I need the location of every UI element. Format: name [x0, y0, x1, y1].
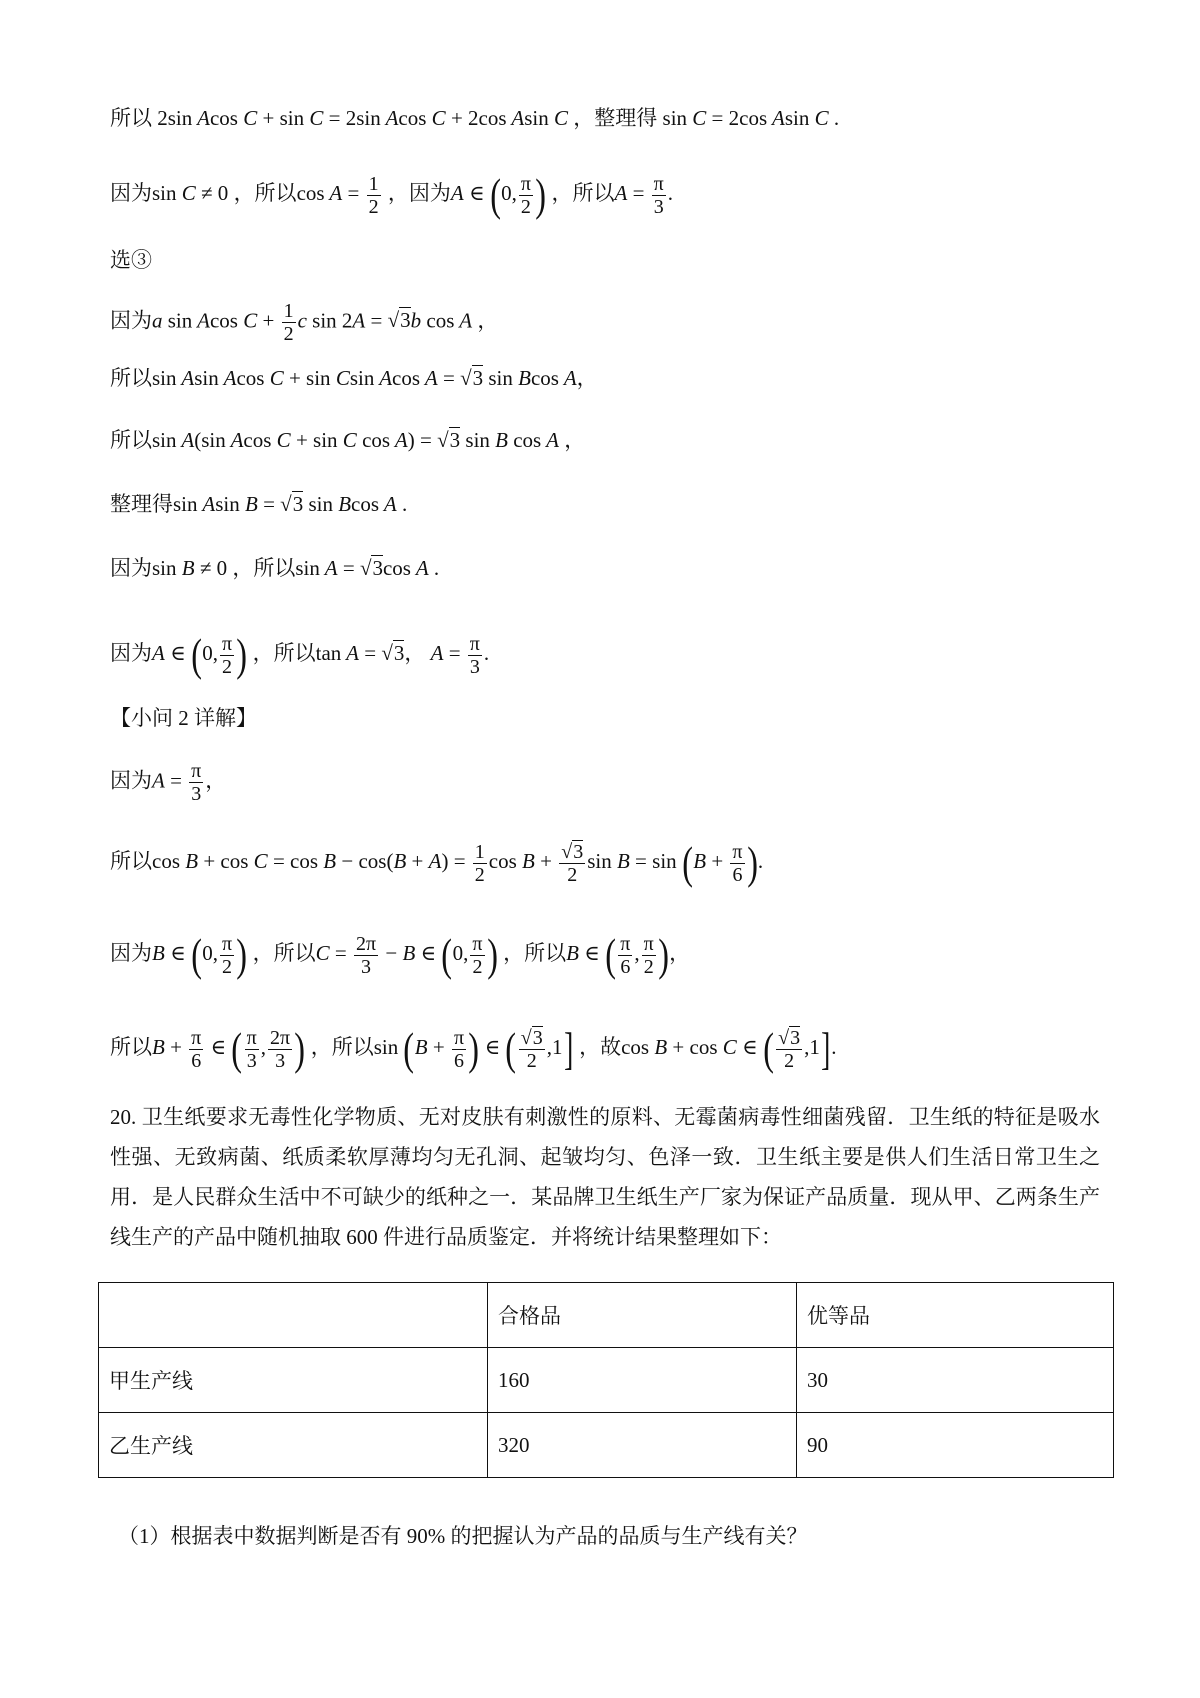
table-cell: 乙生产线	[99, 1413, 488, 1478]
text-fragment: ，所以	[233, 180, 297, 205]
text-fragment: 因为	[110, 556, 152, 580]
text-fragment: 所以	[110, 1034, 152, 1059]
text-fragment: 因为	[110, 940, 152, 965]
table-header-cell: 优等品	[797, 1283, 1114, 1348]
choose-option-3: 选③	[110, 248, 152, 272]
solution-line: 因为A ∈ (0, $\frac{\pi}{2}$ ) ，所以tan A = √3， A = $\frac{\pi}{3}$ .	[110, 629, 490, 680]
solution-line: 因为sin C ≠ 0 ，所以cos A = $\frac{1}{2}$ ，因为A ∈ (0, $\frac{\pi}{2}$ ) ，所以A = $\frac{\pi}{3}$ .	[110, 169, 674, 220]
table-cell: 30	[797, 1348, 1114, 1413]
problem-20-text: 20. 卫生纸要求无毒性化学物质、无对皮肤有刺激性的原料、无霉菌病毒性细菌残留．卫生纸的特征是吸水性强、无致病菌、纸质柔软厚薄均匀无孔洞、起皱均匀、色泽一致．卫生纸主要是供人们生活日常卫生之用．是人民群众生活中不可缺少的纸种之一．某品牌卫生纸生产厂家为保证产品质量．现从甲、乙两条生产线生产的产品中随机抽取 600 件进行品质鉴定．并将统计结果整理如下：	[110, 1105, 1100, 1249]
solution-line: 所以cos B + cos C = cos B − cos(B + A) = $\frac{1}{2}$ cos B + $\frac{√3}{2}$ sin B = sin (B + $\frac{\pi}{6}$ ).	[110, 837, 764, 888]
solution-line: 所以sin A(sin Acos C + sin C cos A) = √3 sin B cos A ，	[110, 428, 586, 452]
table-row	[99, 1348, 1114, 1413]
text-fragment: ，故	[579, 1034, 622, 1059]
text-fragment: ，所以	[252, 640, 316, 665]
table-header-row	[99, 1283, 1114, 1348]
text-fragment: 因为	[110, 180, 152, 205]
solution-line: 整理得sin Asin B = √3 sin Bcos A .	[110, 492, 408, 516]
solution-line: 因为B ∈ (0, $\frac{\pi}{2}$ ) ，所以C = $\frac{2\pi}{3}$ − B ∈ (0, $\frac{\pi}{2}$ ) ，所以B ∈ ( $\frac{\pi}{6}$ , $\frac{\pi}{2}$ )，	[110, 929, 691, 980]
table-cell: 320	[488, 1413, 797, 1478]
solution-line: 所以B + $\frac{\pi}{6}$ ∈ ( $\frac{\pi}{3}$ , $\frac{2\pi}{3}$ ) ，所以sin (B + $\frac{\pi}{6}$ ) ∈ ( $\frac{√3}{2}$ ,1] ，故cos B + cos C ∈ ( $\frac{√3}{2}$ ,1].	[110, 1023, 837, 1074]
quality-table	[98, 1282, 1114, 1478]
text-fragment: 因为	[110, 308, 152, 333]
table-cell: 90	[797, 1413, 1114, 1478]
text-fragment: ，整理得	[573, 106, 658, 130]
text-fragment: ，所以	[503, 940, 567, 965]
solution-line: 因为A = $\frac{\pi}{3}$ ，	[110, 760, 227, 805]
text-fragment: 因为	[110, 640, 152, 665]
table-row	[99, 1413, 1114, 1478]
text-fragment: ，因为	[387, 180, 451, 205]
text-fragment: ，所以	[310, 1034, 374, 1059]
text-fragment: 因为	[110, 768, 152, 793]
table-cell: 160	[488, 1348, 797, 1413]
question-1: （1）根据表中数据判断是否有 90% 的把握认为产品的品质与生产线有关？	[118, 1524, 808, 1548]
solution-line: 因为sin B ≠ 0 ，所以sin A = √3cos A .	[110, 556, 440, 580]
text-fragment: 所以	[110, 848, 152, 873]
text-fragment: 整理得	[110, 492, 173, 516]
text-fragment: 所以	[110, 428, 152, 452]
text-fragment: ，所以	[551, 180, 615, 205]
text-fragment: 所以	[110, 106, 152, 130]
solution-line: 所以sin Asin Acos C + sin Csin Acos A = √3 sin Bcos A，	[110, 366, 598, 390]
text-fragment: ，所以	[232, 556, 296, 580]
table-header-cell: 合格品	[488, 1283, 797, 1348]
text-fragment: ，所以	[252, 940, 316, 965]
subquestion-2-heading: 【小问 2 详解】	[110, 706, 257, 730]
table-header-cell	[99, 1283, 488, 1348]
text-fragment: 所以	[110, 366, 152, 390]
table-cell: 甲生产线	[99, 1348, 488, 1413]
solution-line: 因为a sin Acos C + $\frac{1}{2}$ c sin 2A = √3b cos A ，	[110, 300, 499, 345]
solution-line: 所以 2sin Acos C + sin C = 2sin Acos C + 2cos Asin C ，整理得 sin C = 2cos Asin C .	[110, 106, 840, 130]
